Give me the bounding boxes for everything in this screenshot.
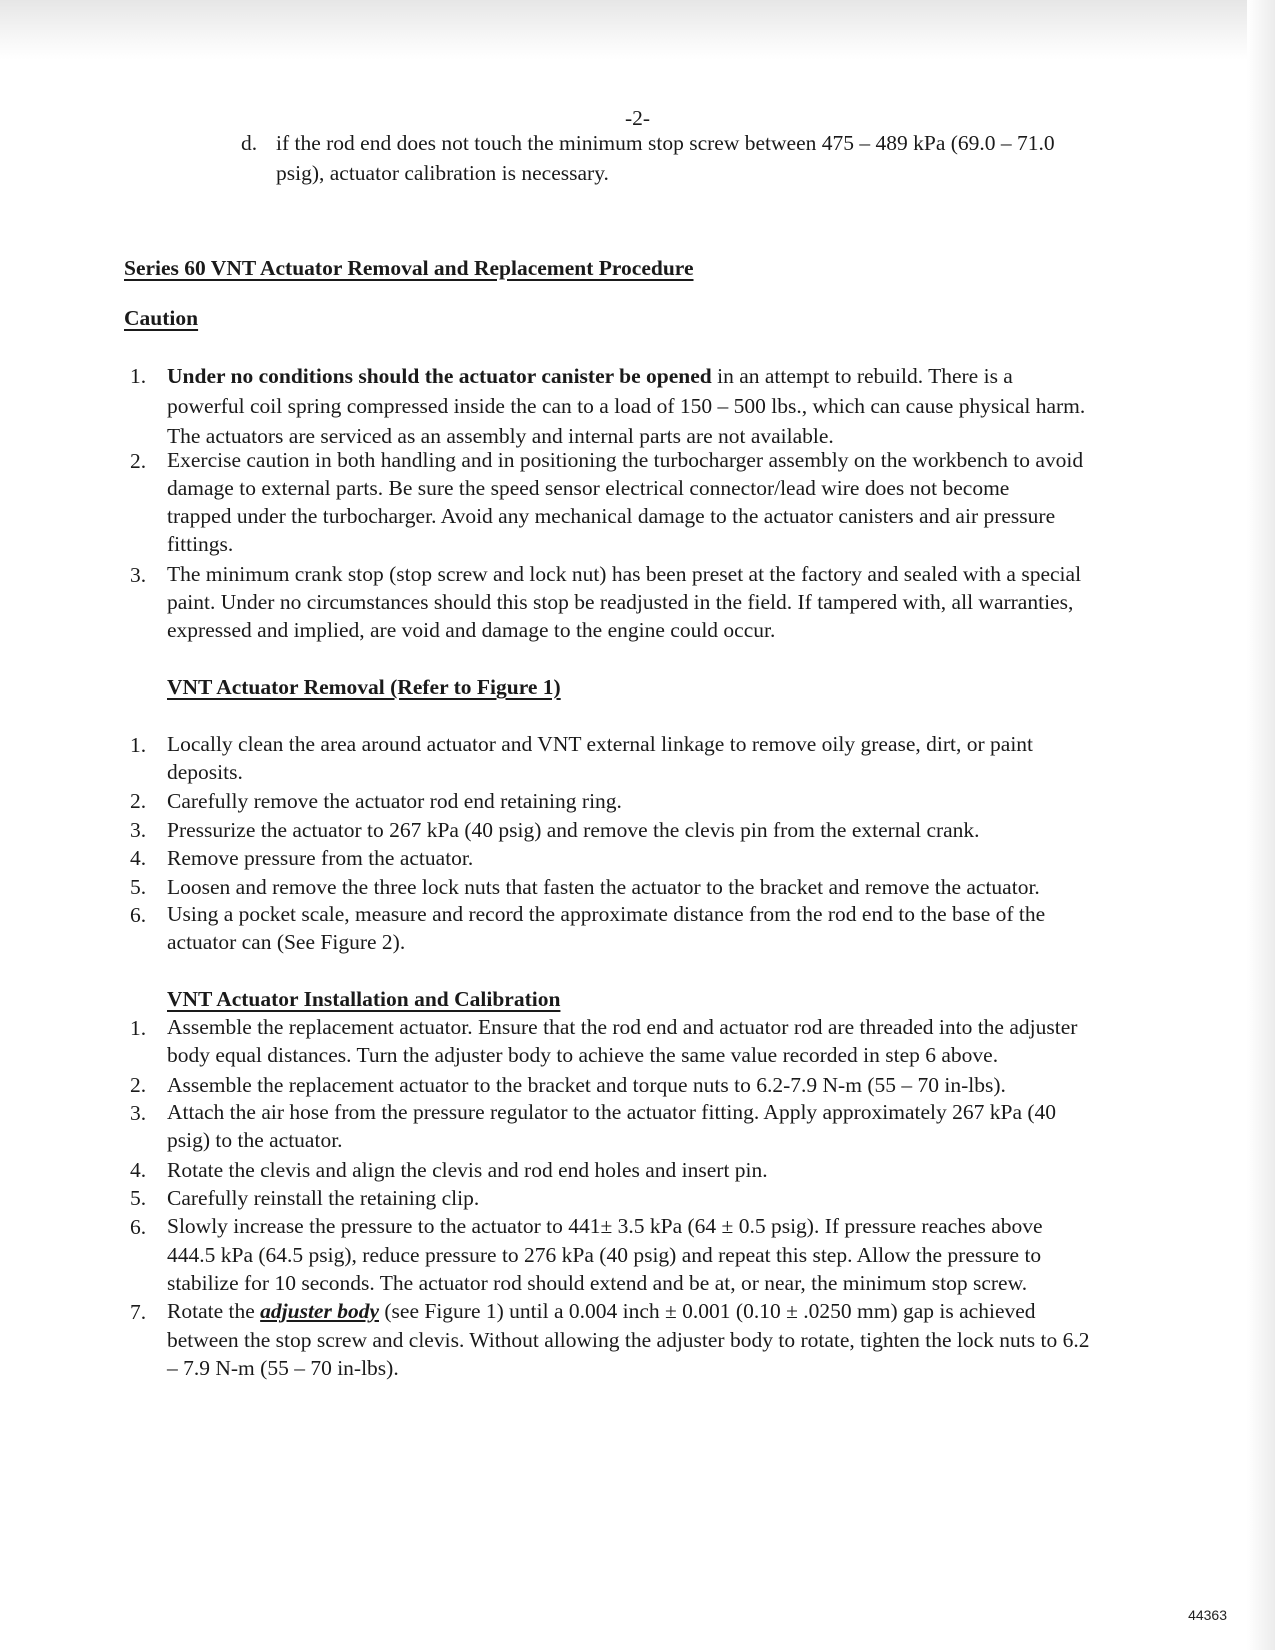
list-item-text: Remove pressure from the actuator. (167, 846, 474, 870)
list-item-text: Assemble the replacement actuator. Ensure that the rod end and actuator rod are threaded into the adjuster body equal distances. Turn the adjuster body to achieve the same value recorded in step 6 above. (167, 1015, 1078, 1067)
emphasized-term: adjuster body (260, 1299, 379, 1323)
list-item-text: The minimum crank stop (stop screw and lock nut) has been preset at the factory and sealed with a special paint. Under no circumstances should this stop be readjusted in the field. If tampered with, all warranties, expressed and implied, are void and damage to the engine could occur. (167, 562, 1082, 642)
list-number: 6. (130, 1215, 147, 1239)
list-number: 5. (130, 1186, 147, 1210)
list-item-text: Carefully reinstall the retaining clip. (167, 1186, 480, 1210)
installation-heading: VNT Actuator Installation and Calibration (167, 987, 561, 1011)
list-item-text: Locally clean the area around actuator and VNT external linkage to remove oily grease, dirt, or paint deposits. (167, 732, 1034, 784)
list-item-text: Rotate the clevis and align the clevis and rod end holes and insert pin. (167, 1158, 768, 1182)
removal-heading: VNT Actuator Removal (Refer to Figure 1) (167, 675, 561, 699)
list-number: 2. (130, 1073, 147, 1097)
list-item-text: Assemble the replacement actuator to the bracket and torque nuts to 6.2-7.9 N-m (55 – 70 in-lbs). (167, 1073, 1006, 1097)
list-number: 6. (130, 903, 147, 927)
list-number: 1. (130, 733, 147, 757)
list-number: 4. (130, 1158, 147, 1182)
list-item-text: Using a pocket scale, measure and record the approximate distance from the rod end to the base of the actuator can (See Figure 2). (167, 902, 1046, 954)
list-number: 3. (130, 818, 147, 842)
list-item-text: if the rod end does not touch the minimum stop screw between 475 – 489 kPa (69.0 – 71.0 psig), actuator calibration is necessary. (276, 131, 1055, 185)
list-number: 1. (130, 1016, 147, 1040)
list-item-text: Carefully remove the actuator rod end retaining ring. (167, 789, 622, 813)
list-number: 2. (130, 449, 147, 473)
list-item-text: Attach the air hose from the pressure regulator to the actuator fitting. Apply approximately 267 kPa (40 psig) to the actuator. (167, 1100, 1057, 1152)
list-item-text: Rotate the adjuster body (see Figure 1) until a 0.004 inch ± 0.001 (0.10 ± .0250 mm) gap is achieved between the stop screw and clevis. Without allowing the adjuster body to rotate, tighten the lock nuts to 6.2 – 7.9 N-m (55 – 70 in-lbs). (167, 1299, 1090, 1380)
caution-heading: Caution (124, 306, 199, 330)
list-number: 7. (130, 1300, 147, 1324)
list-number: 3. (130, 563, 147, 587)
list-item-text: Slowly increase the pressure to the actuator to 441± 3.5 kPa (64 ± 0.5 psig). If pressure reaches above 444.5 kPa (64.5 psig), reduce pressure to 276 kPa (40 psig) and repeat this step. Allow the pressure to stabilize for 10 seconds. The actuator rod should extend and be at, or near, the minimum stop screw. (167, 1214, 1043, 1295)
list-marker: d. (241, 131, 258, 155)
bold-warning: Under no conditions should the actuator canister be opened (167, 364, 712, 388)
list-number: 4. (130, 846, 147, 870)
section-title: Series 60 VNT Actuator Removal and Replacement Procedure (124, 256, 694, 280)
page-number: -2- (624, 106, 651, 130)
list-item-text: Under no conditions should the actuator canister be opened in an attempt to rebuild. There is a powerful coil spring compressed inside the can to a load of 150 – 500 lbs., which can cause physical harm. The actuators are serviced as an assembly and internal parts are not available. (167, 364, 1086, 448)
list-number: 3. (130, 1101, 147, 1125)
list-number: 5. (130, 875, 147, 899)
list-item-text: Loosen and remove the three lock nuts that fasten the actuator to the bracket and remove the actuator. (167, 875, 1040, 899)
list-item-text: Pressurize the actuator to 267 kPa (40 psig) and remove the clevis pin from the external crank. (167, 818, 980, 842)
list-item-text: Exercise caution in both handling and in positioning the turbocharger assembly on the workbench to avoid damage to external parts. Be sure the speed sensor electrical connector/lead wire does not become trapped under the turbocharger. Avoid any mechanical damage to the actuator canisters and air pressure fittings. (167, 448, 1084, 556)
document-id: 44363 (1188, 1607, 1227, 1623)
list-number: 2. (130, 789, 147, 813)
list-number: 1. (130, 364, 147, 388)
